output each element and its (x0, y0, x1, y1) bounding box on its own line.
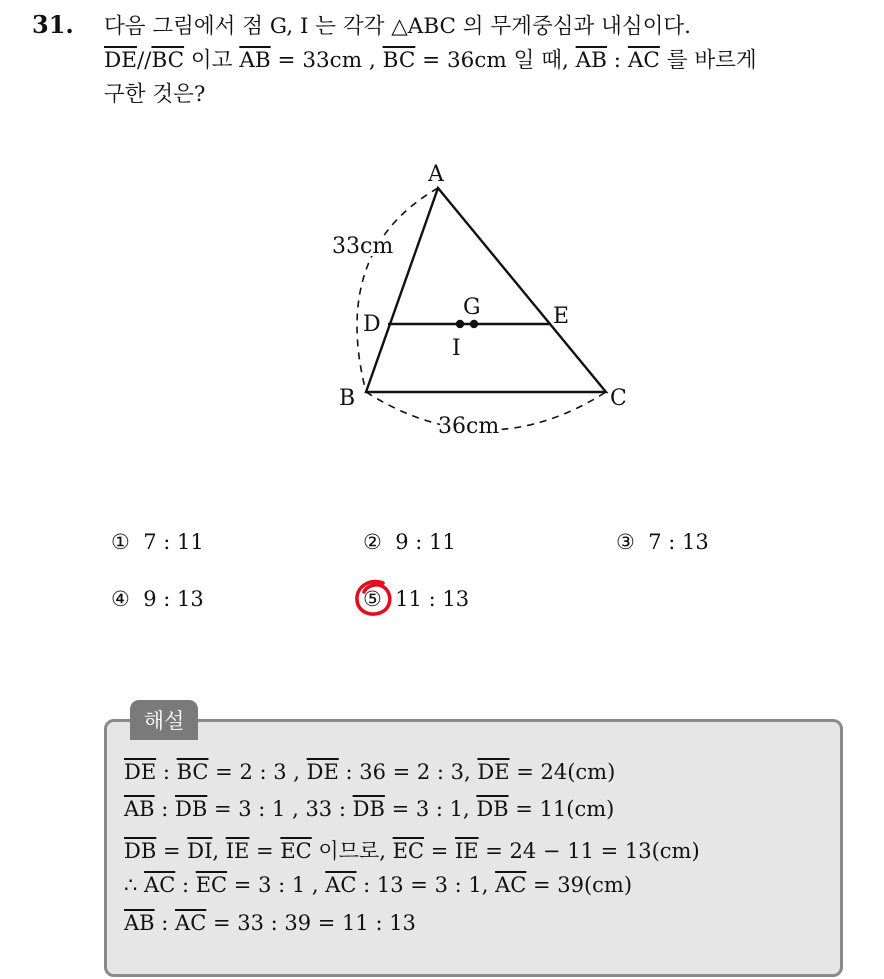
choice-1[interactable] (111, 530, 204, 554)
label-c: C (610, 386, 627, 411)
segment-ec: $\overline{EC}$ (392, 839, 425, 863)
text-fragment: = 3 : 1 , 33 : (207, 797, 353, 821)
text-fragment: 이므로, (311, 839, 393, 863)
segment-db: $\overline{DB}$ (476, 797, 509, 821)
text-fragment: = (424, 839, 455, 863)
segment-bc: $\overline{BC}$ (151, 48, 185, 73)
choice-number: ④ (111, 587, 130, 611)
segment-bc: $\overline{BC}$ (382, 48, 416, 73)
choice-text: 7 : 13 (648, 530, 709, 554)
choice-text: 9 : 11 (395, 530, 456, 554)
choice-number: ③ (616, 530, 635, 554)
segment-ab: $\overline{AB}$ (124, 911, 155, 935)
text-fragment: : 13 = 3 : 1, (356, 873, 496, 897)
solution-line-3 (124, 835, 700, 865)
text-fragment: : 36 = 2 : 3, (338, 760, 478, 784)
solution-line-1 (124, 760, 615, 784)
choice-3[interactable] (616, 530, 709, 554)
segment-de: $\overline{DE}$ (124, 760, 157, 784)
text-fragment: = 3 : 1, (384, 797, 477, 821)
label-g: G (463, 295, 481, 320)
segment-ac: $\overline{AC}$ (495, 873, 527, 897)
segment-ac: $\overline{AC}$ (627, 48, 660, 73)
text-fragment: : (175, 873, 196, 897)
segment-ac: $\overline{AC}$ (175, 911, 207, 935)
text-fragment: = 24 − 11 = 13(cm) (478, 839, 700, 863)
text-fragment: 이고 (184, 48, 240, 73)
text-fragment: = 36cm 일 때, (415, 48, 576, 73)
therefore-symbol: ∴ (124, 873, 145, 897)
segment-di: $\overline{DI}$ (187, 839, 213, 863)
text-fragment: = 11(cm) (508, 797, 615, 821)
question-number: 31. (32, 10, 74, 39)
text-fragment: : (154, 797, 176, 821)
segment-ab: $\overline{AB}$ (124, 797, 155, 821)
label-i: I (452, 336, 461, 361)
label-length-bc: 36cm (438, 414, 500, 439)
text-fragment: , (212, 839, 226, 863)
text-fragment: : (156, 760, 177, 784)
text-fragment: : (154, 911, 176, 935)
segment-bc: $\overline{BC}$ (176, 760, 209, 784)
label-e: E (553, 304, 570, 329)
segment-ie: $\overline{IE}$ (225, 839, 250, 863)
segment-de: $\overline{DE}$ (104, 48, 137, 73)
segment-ie: $\overline{IE}$ (454, 839, 479, 863)
segment-de: $\overline{DE}$ (306, 760, 339, 784)
solution-line-2 (124, 797, 614, 821)
segment-ec: $\overline{EC}$ (280, 839, 312, 863)
text-fragment: = 3 : 1 , (227, 873, 326, 897)
choice-number: ① (111, 530, 130, 554)
question-line-1: 다음 그림에서 점 G, I 는 각각 △ABC 의 무게중심과 내심이다. (104, 14, 692, 39)
choice-number: ② (363, 530, 382, 554)
choice-2[interactable] (363, 530, 456, 554)
segment-ab: $\overline{AB}$ (239, 48, 271, 73)
text-fragment: = 24(cm) (509, 760, 616, 784)
question-line-3: 구한 것은? (104, 82, 206, 107)
label-b: B (339, 386, 356, 411)
segment-ab: $\overline{AB}$ (575, 48, 607, 73)
choice-4[interactable] (111, 587, 204, 611)
label-a: A (428, 162, 444, 187)
text-fragment: = (249, 839, 281, 863)
text-fragment: = 2 : 3 , (208, 760, 307, 784)
ratio-colon: : (606, 48, 628, 73)
segment-ac: $\overline{AC}$ (144, 873, 176, 897)
triangle-abc (366, 188, 606, 392)
answer-circle-mark-icon (353, 578, 395, 620)
solution-line-5 (124, 911, 416, 935)
segment-db: $\overline{DB}$ (175, 797, 208, 821)
text-fragment: = 39(cm) (526, 873, 633, 897)
text-fragment: 를 바르게 (659, 48, 757, 73)
label-length-ab: 33cm (332, 234, 394, 259)
text-fragment: = 33cm , (270, 48, 383, 73)
segment-db: $\overline{DB}$ (124, 839, 157, 863)
label-d: D (363, 312, 381, 337)
ab-dimension-arc (357, 188, 438, 392)
parallel-symbol: // (136, 48, 152, 73)
choice-text: 7 : 11 (143, 530, 204, 554)
solution-line-4 (124, 873, 632, 897)
segment-db: $\overline{DB}$ (352, 797, 385, 821)
solution-title: 해설 (130, 700, 198, 740)
choice-number: ⑤ (363, 587, 382, 611)
choice-text: 11 : 13 (395, 587, 470, 611)
segment-de: $\overline{DE}$ (477, 760, 510, 784)
segment-ac: $\overline{AC}$ (325, 873, 357, 897)
text-fragment: = (156, 839, 188, 863)
text-fragment: = 33 : 39 = 11 : 13 (206, 911, 416, 935)
point-g (470, 320, 478, 328)
point-i (456, 320, 464, 328)
choice-text: 9 : 13 (143, 587, 204, 611)
segment-ec: $\overline{EC}$ (195, 873, 228, 897)
